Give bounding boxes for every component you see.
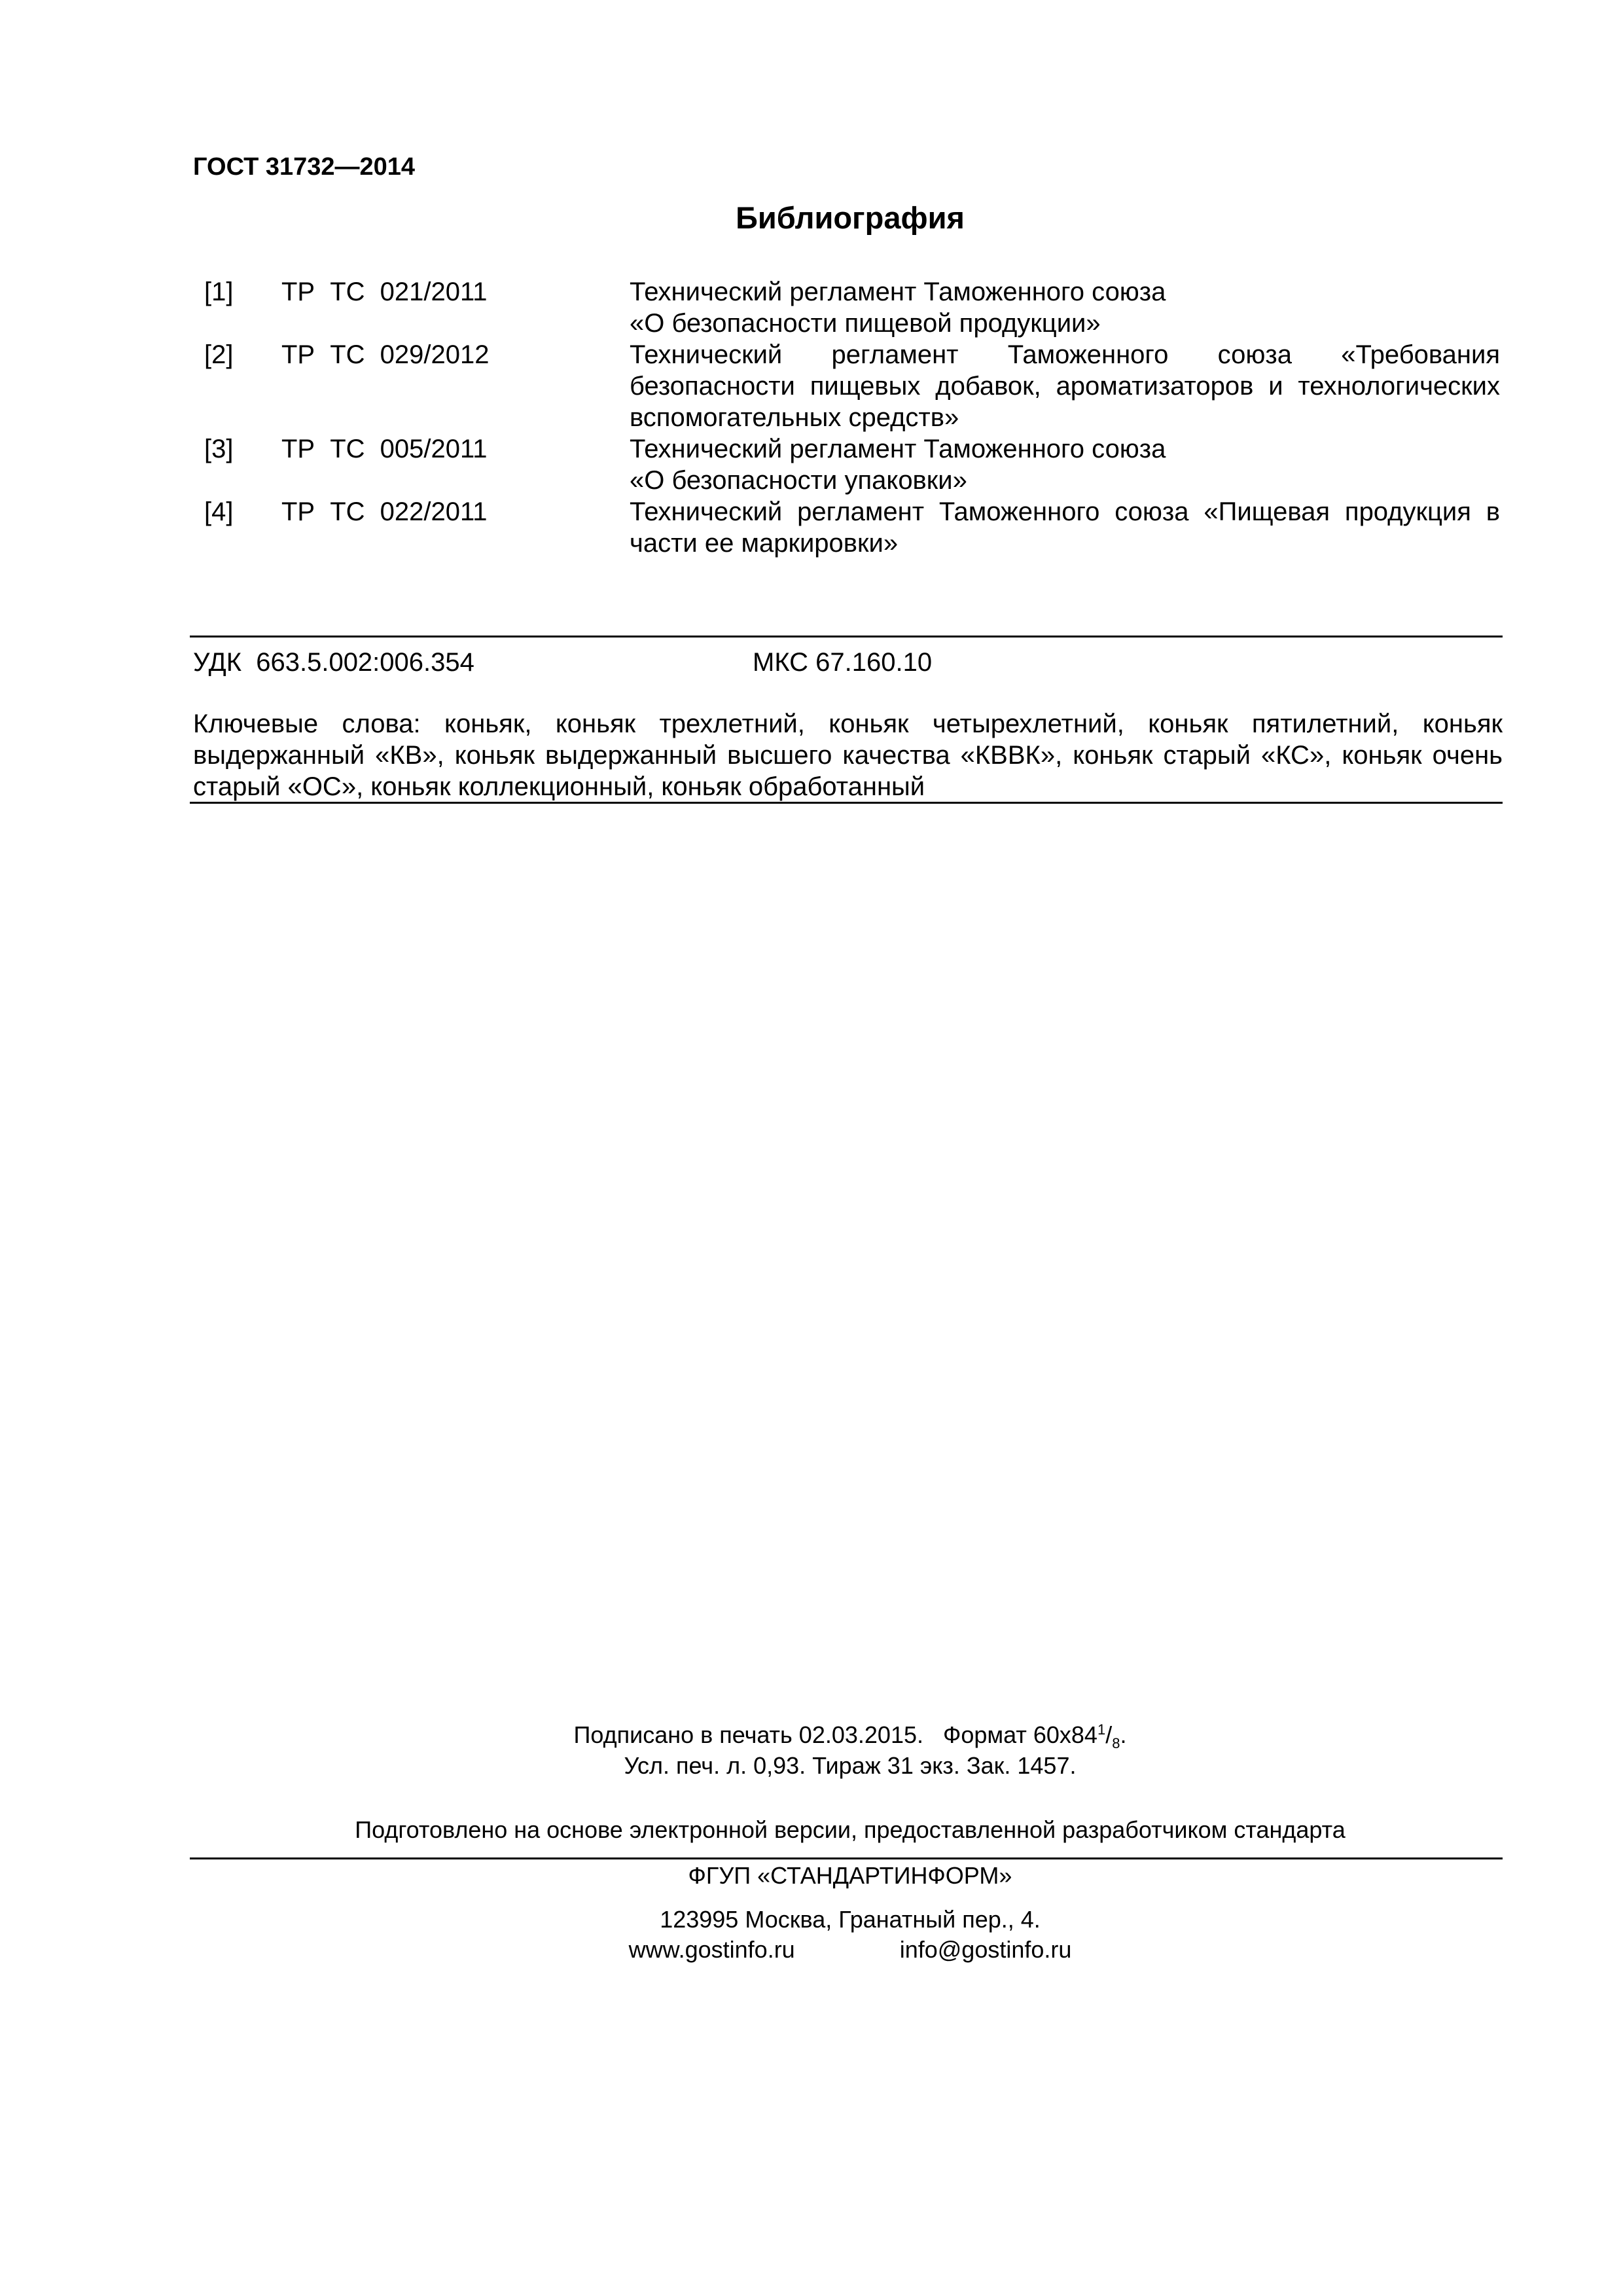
- divider: [190, 636, 1503, 637]
- divider: [190, 1857, 1503, 1859]
- bibliography-entry: [204, 496, 1500, 559]
- bibliography-entry: [204, 433, 1500, 496]
- entry-number: [4]: [204, 497, 234, 526]
- entry-text: [630, 496, 1500, 559]
- entry-number: [1]: [204, 278, 234, 306]
- bibliography-entry: [204, 276, 1500, 339]
- entry-text-line: «О безопасности пищевой продукции»: [630, 309, 1101, 338]
- entry-text-line: «О безопасности упаковки»: [630, 466, 967, 495]
- udk-code: УДК 663.5.002:006.354: [193, 648, 474, 677]
- page-title: Библиография: [736, 200, 965, 235]
- format-denominator: 8: [1112, 1735, 1120, 1752]
- publisher-address: 123995 Москва, Гранатный пер., 4.: [660, 1906, 1041, 1933]
- imprint-print-info: Усл. печ. л. 0,93. Тираж 31 экз. Зак. 1457.: [624, 1752, 1077, 1779]
- divider: [190, 802, 1503, 804]
- entry-code: ТР ТС 029/2012: [281, 340, 490, 369]
- entry-code: ТР ТС 005/2011: [281, 435, 488, 463]
- website-link[interactable]: www.gostinfo.ru: [628, 1936, 795, 1963]
- entry-text: [630, 339, 1500, 433]
- publisher-contacts: [0, 1936, 1623, 1964]
- mks-code: МКС 67.160.10: [753, 648, 933, 677]
- entry-number: [2]: [204, 340, 234, 369]
- publisher: ФГУП «СТАНДАРТИНФОРМ»: [688, 1862, 1012, 1889]
- format-numerator: 1: [1097, 1721, 1106, 1738]
- format-end: .: [1120, 1721, 1127, 1748]
- email-link[interactable]: info@gostinfo.ru: [899, 1936, 1072, 1963]
- bibliography-entry: [204, 339, 1500, 433]
- entry-text-line: Технический регламент Таможенного союза: [630, 435, 1166, 463]
- signed-text: Подписано в печать 02.03.2015. Формат 60x84: [573, 1721, 1097, 1748]
- entry-text-line: Технический регламент Таможенного союза «Пищевая продукция в части ее маркировки»: [630, 497, 1500, 558]
- entry-number: [3]: [204, 435, 234, 463]
- keywords: Ключевые слова: коньяк, коньяк трехлетний, коньяк четырехлетний, коньяк пятилетний, коньяк выдержанный «КВ», коньяк выдержанный высшего качества «КВВК», коньяк старый «КС», коньяк очень старый «ОС», коньяк коллекционный, коньяк обработанный: [193, 709, 1503, 801]
- entry-code: ТР ТС 021/2011: [281, 278, 488, 306]
- entry-text: [630, 276, 1500, 339]
- imprint-signed: Подписано в печать 02.03.2015. Формат $60x84^1/_8$.: [573, 1721, 1127, 1752]
- standard-number: ГОСТ 31732—2014: [193, 153, 416, 181]
- imprint-prepared: Подготовлено на основе электронной версии, предоставленной разработчиком стандарта: [355, 1816, 1346, 1843]
- entry-text-line: Технический регламент Таможенного союза «Требования безопасности пищевых добавок, ароматизаторов и технологических вспомогательных средств»: [630, 340, 1500, 432]
- entry-text-line: Технический регламент Таможенного союза: [630, 278, 1166, 306]
- entry-code: ТР ТС 022/2011: [281, 497, 488, 526]
- entry-text: [630, 433, 1500, 496]
